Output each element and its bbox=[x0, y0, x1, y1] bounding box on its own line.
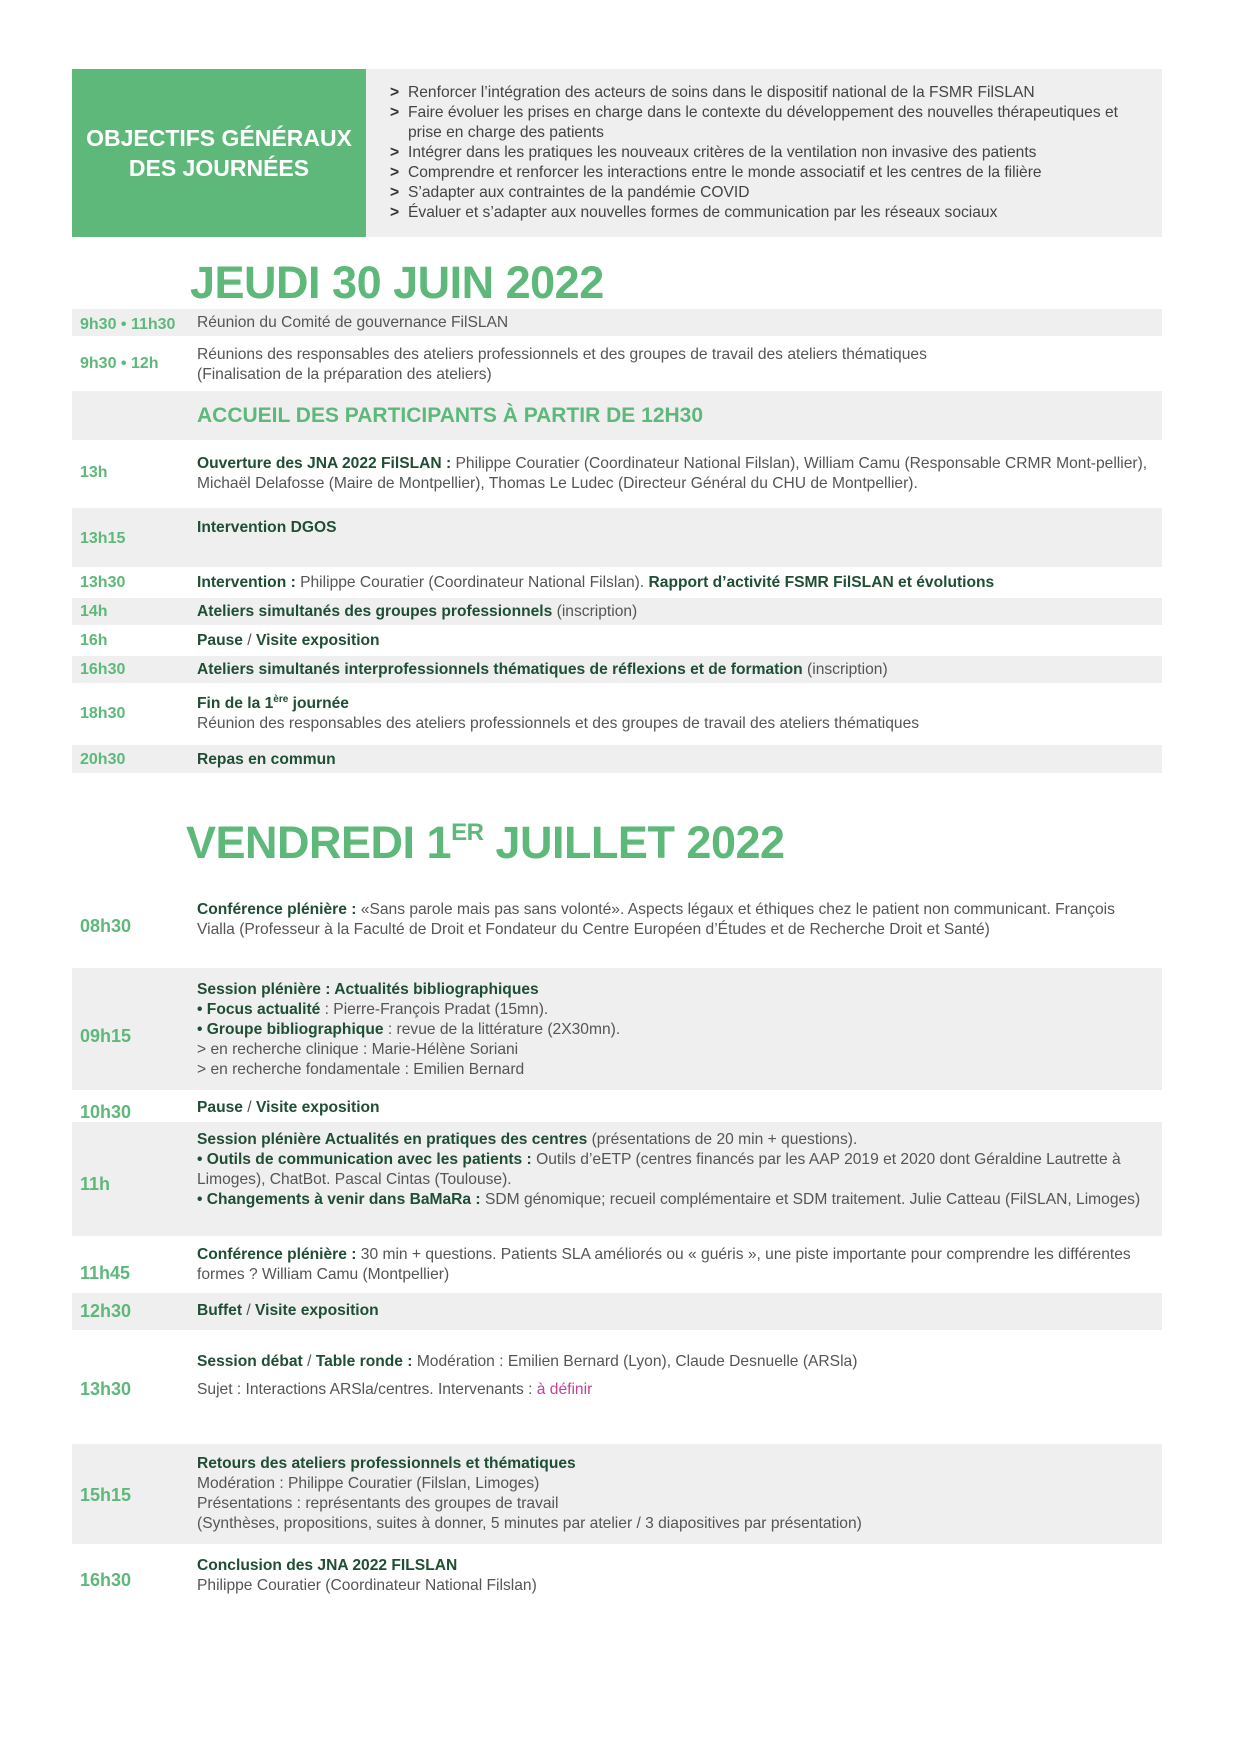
schedule-row bbox=[72, 1548, 1162, 1608]
objectives-title: OBJECTIFS GÉNÉRAUX DES JOURNÉES bbox=[72, 69, 366, 237]
schedule-row bbox=[72, 508, 1162, 567]
to-be-defined-text: à définir bbox=[536, 1381, 593, 1398]
schedule-row bbox=[72, 1444, 1162, 1544]
row-time: 16h30 bbox=[80, 661, 126, 678]
schedule-row bbox=[72, 745, 1162, 773]
schedule-row bbox=[72, 656, 1162, 683]
schedule-row bbox=[72, 442, 1162, 506]
objectives-box bbox=[72, 69, 1162, 237]
schedule-row bbox=[72, 968, 1162, 1090]
row-time: 16h30 bbox=[80, 1570, 132, 1590]
schedule-row bbox=[72, 1293, 1162, 1330]
row-text: Intervention : Philippe Couratier (Coordinateur National Filslan). Rapport d’activité FSMR FilSLAN et évolutions bbox=[197, 574, 995, 591]
welcome-row bbox=[72, 391, 1162, 440]
row-time: 9h30 • 12h bbox=[80, 355, 159, 372]
row-text: Repas en commun bbox=[197, 751, 336, 768]
schedule-row bbox=[72, 337, 1162, 389]
row-time: 15h15 bbox=[80, 1485, 132, 1505]
objective-item: > Renforcer l’intégration des acteurs de soins dans le dispositif national de la FSMR FilSLAN bbox=[390, 83, 1128, 103]
objectives-list bbox=[390, 83, 1128, 223]
row-time: 13h30 bbox=[80, 1379, 132, 1399]
row-time: 08h30 bbox=[80, 916, 132, 936]
row-time: 18h30 bbox=[80, 705, 126, 722]
row-time: 14h bbox=[80, 603, 108, 620]
objective-item: > S’adapter aux contraintes de la pandémie COVID bbox=[390, 183, 1128, 203]
row-text: Intervention DGOS bbox=[197, 519, 337, 536]
row-time: 9h30 • 11h30 bbox=[80, 316, 176, 333]
schedule-row bbox=[72, 309, 1162, 336]
row-time: 13h15 bbox=[80, 530, 126, 547]
day2-title: VENDREDI 1ER JUILLET 2022 bbox=[186, 817, 785, 868]
row-text: Session plénière Actualités en pratiques des centres (présentations de 20 min + questions). • Outils de communication avec les patients : Outils d’eETP (centres financés par les AAP 2019 et 2020 dont Géraldine Lautrette à Limoges), ChatBot. Pascal Cintas (Toulouse). • Changements à venir dans BaMaRa : SDM génomique; recueil complémentaire et SDM traitement. Julie Catteau (FilSLAN, Limoges) bbox=[197, 1131, 1141, 1208]
row-text: Pause / Visite exposition bbox=[197, 1099, 380, 1116]
welcome-banner: ACCUEIL DES PARTICIPANTS À PARTIR DE 12H30 bbox=[197, 404, 704, 427]
day1-title: JEUDI 30 JUIN 2022 bbox=[190, 257, 604, 308]
row-time: 13h bbox=[80, 464, 108, 481]
row-time: 11h bbox=[80, 1174, 111, 1194]
row-text: Ateliers simultanés des groupes professionnels (inscription) bbox=[197, 603, 638, 620]
row-text: Buffet / Visite exposition bbox=[197, 1302, 379, 1319]
row-text: Conférence plénière : «Sans parole mais pas sans volonté». Aspects légaux et éthiques chez le patient non communicant. François Vialla (Professeur à la Faculté de Droit et Fondateur du Centre Européen d’Études et de Recherche Droit et Santé) bbox=[197, 901, 1115, 938]
schedule-row bbox=[72, 890, 1162, 961]
schedule-row bbox=[72, 1091, 1162, 1120]
row-text: Pause / Visite exposition bbox=[197, 632, 380, 649]
schedule-row bbox=[72, 598, 1162, 625]
row-text: Réunions des responsables des ateliers professionnels et des groupes de travail des ateliers thématiques (Finalisation de la préparation des ateliers) bbox=[197, 346, 927, 383]
row-text: Conclusion des JNA 2022 FILSLAN Philippe Couratier (Coordinateur National Filslan) bbox=[197, 1557, 537, 1594]
schedule-row bbox=[72, 1122, 1162, 1236]
row-text: Conférence plénière : 30 min + questions. Patients SLA améliorés ou « guéris », une piste importante pour comprendre les différentes formes ? William Camu (Montpellier) bbox=[197, 1246, 1131, 1283]
row-time: 13h30 bbox=[80, 574, 126, 591]
objective-item: > Intégrer dans les pratiques les nouveaux critères de la ventilation non invasive des patients bbox=[390, 143, 1128, 163]
row-text: Réunion du Comité de gouvernance FilSLAN bbox=[197, 314, 509, 331]
row-time: 20h30 bbox=[80, 751, 126, 768]
schedule-row bbox=[72, 1335, 1162, 1435]
schedule-row bbox=[72, 569, 1162, 596]
row-time: 16h bbox=[80, 632, 108, 649]
schedule-row bbox=[72, 1238, 1162, 1290]
objective-item: > Faire évoluer les prises en charge dans le contexte du développement des nouvelles thérapeutiques et prise en charge des patients bbox=[390, 103, 1128, 143]
objective-item: > Comprendre et renforcer les interactions entre le monde associatif et les centres de la filière bbox=[390, 163, 1128, 183]
row-time: 09h15 bbox=[80, 1026, 132, 1046]
schedule-row bbox=[72, 685, 1162, 743]
row-text: Retours des ateliers professionnels et thématiques Modération : Philippe Couratier (Filslan, Limoges) Présentations : représentants des groupes de travail (Synthèses, propositions, suites à donner, 5 minutes par atelier / 3 diapositives par présentation) bbox=[197, 1455, 862, 1532]
row-text: Session débat / Table ronde : Modération : Emilien Bernard (Lyon), Claude Desnuelle (ARSla) Sujet : Interactions ARSla/centres. Intervenants : à définir bbox=[197, 1353, 858, 1398]
row-time: 12h30 bbox=[80, 1301, 132, 1321]
objective-item: > Évaluer et s’adapter aux nouvelles formes de communication par les réseaux sociaux bbox=[390, 203, 1128, 223]
row-text: Fin de la 1ère journée Réunion des responsables des ateliers professionnels et des groupes de travail des ateliers thématiques bbox=[197, 693, 920, 732]
row-text: Ouverture des JNA 2022 FilSLAN : Philippe Couratier (Coordinateur National Filslan), William Camu (Responsable CRMR Mont-pellier), Michaël Delafosse (Maire de Montpellier), Thomas Le Ludec (Directeur Général du CHU de Montpellier). bbox=[197, 455, 1148, 492]
row-time: 11h45 bbox=[80, 1263, 131, 1283]
schedule-row bbox=[72, 627, 1162, 654]
row-time: 10h30 bbox=[80, 1102, 132, 1122]
row-text: Ateliers simultanés interprofessionnels thématiques de réflexions et de formation (inscription) bbox=[197, 661, 888, 678]
row-text: Session plénière : Actualités bibliographiques • Focus actualité : Pierre-François Pradat (15mn). • Groupe bibliographique : revue de la littérature (2X30mn). > en recherche clinique : Marie-Hélène Soriani > en recherche fondamentale : Emilien Bernard bbox=[197, 981, 621, 1078]
